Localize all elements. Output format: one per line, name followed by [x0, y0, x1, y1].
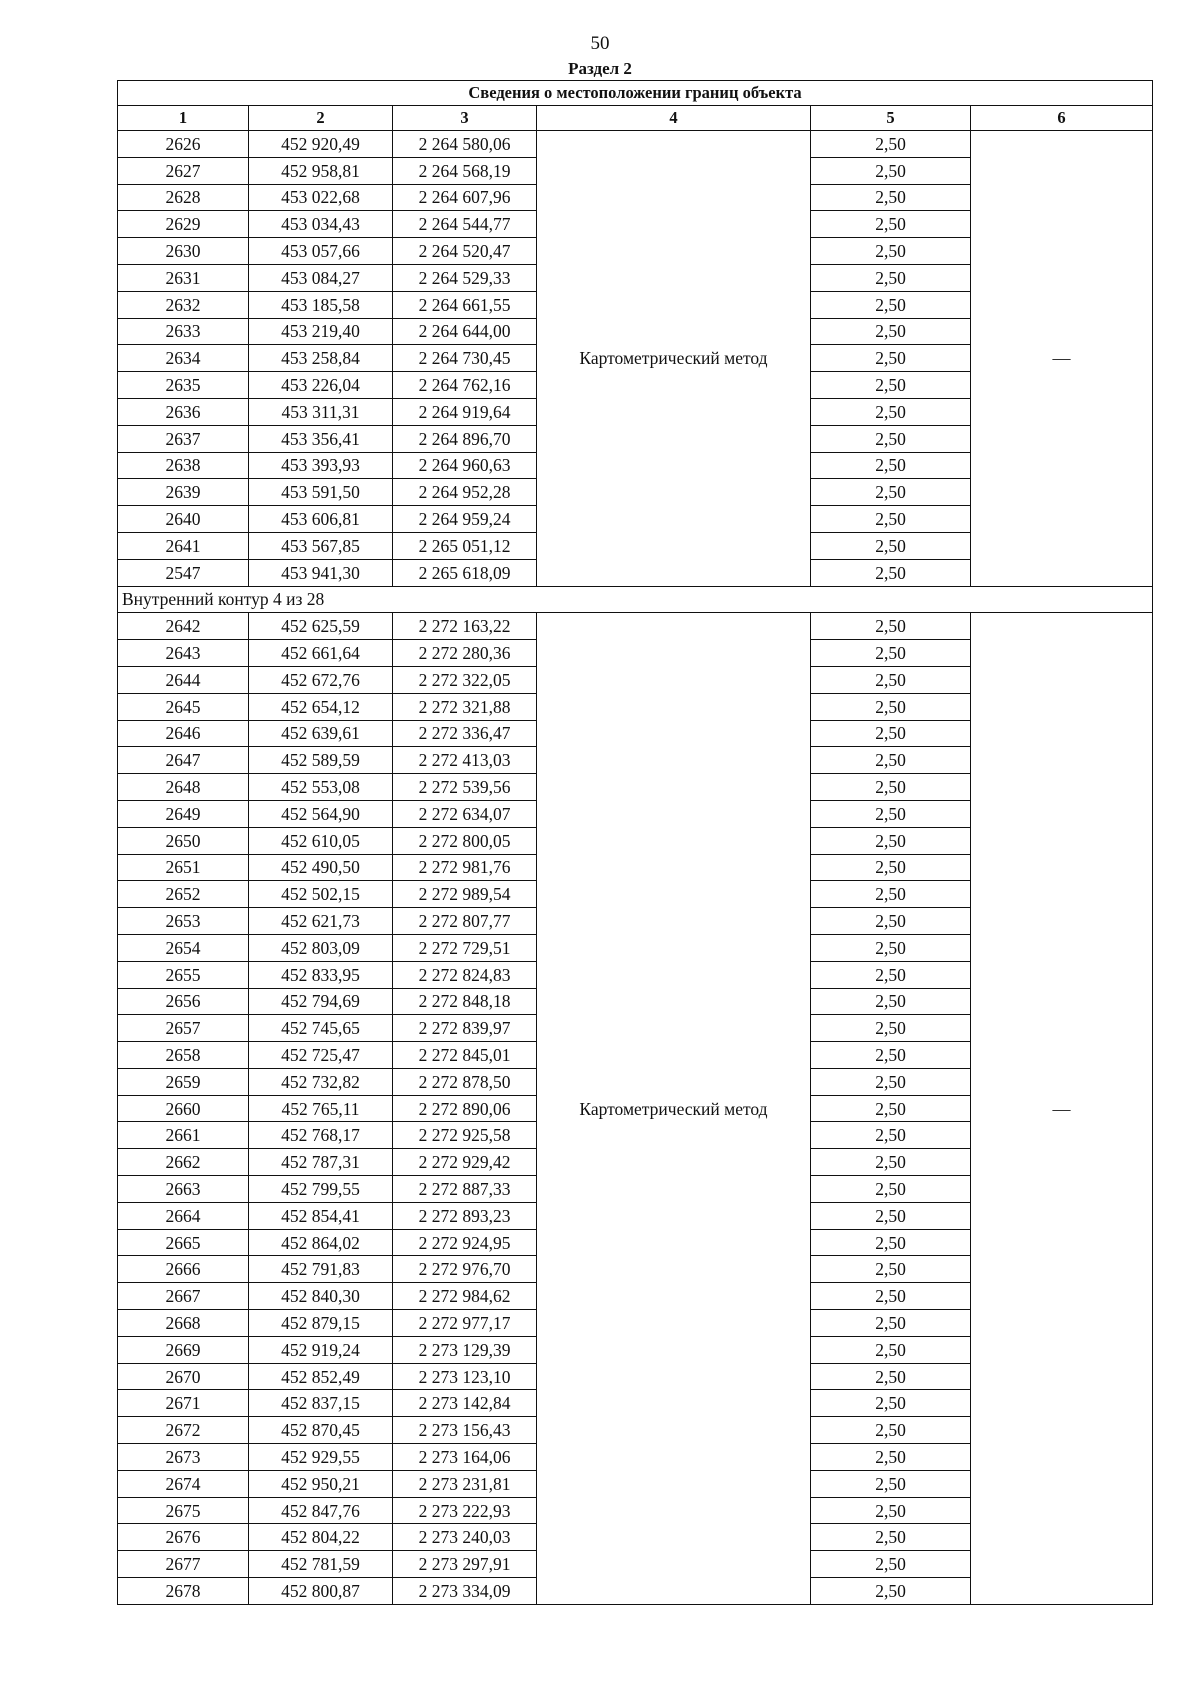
coordinate-x: 452 803,09	[249, 934, 393, 961]
accuracy-value: 2,50	[811, 693, 971, 720]
point-number: 2636	[118, 398, 249, 425]
coordinate-y: 2 272 839,97	[393, 1015, 537, 1042]
point-number: 2626	[118, 131, 249, 158]
coordinate-x: 452 787,31	[249, 1149, 393, 1176]
point-number: 2647	[118, 747, 249, 774]
coordinate-y: 2 264 607,96	[393, 184, 537, 211]
page-number: 50	[590, 33, 610, 54]
accuracy-value: 2,50	[811, 291, 971, 318]
coordinate-y: 2 272 989,54	[393, 881, 537, 908]
coordinate-x: 453 356,41	[249, 425, 393, 452]
coordinate-x: 452 929,55	[249, 1444, 393, 1471]
accuracy-value: 2,50	[811, 1122, 971, 1149]
coordinate-y: 2 273 222,93	[393, 1497, 537, 1524]
point-number: 2670	[118, 1363, 249, 1390]
accuracy-value: 2,50	[811, 1015, 971, 1042]
coordinate-y: 2 272 634,07	[393, 800, 537, 827]
accuracy-value: 2,50	[811, 1524, 971, 1551]
accuracy-value: 2,50	[811, 1470, 971, 1497]
point-number: 2649	[118, 800, 249, 827]
coordinate-y: 2 264 520,47	[393, 238, 537, 265]
point-number: 2642	[118, 613, 249, 640]
coordinate-x: 452 958,81	[249, 157, 393, 184]
coordinate-x: 452 610,05	[249, 827, 393, 854]
coordinate-y: 2 264 959,24	[393, 506, 537, 533]
coordinate-x: 452 502,15	[249, 881, 393, 908]
point-number: 2666	[118, 1256, 249, 1283]
coordinate-y: 2 265 051,12	[393, 532, 537, 559]
accuracy-value: 2,50	[811, 1390, 971, 1417]
coordinate-x: 452 490,50	[249, 854, 393, 881]
coordinate-x: 452 589,59	[249, 747, 393, 774]
coordinate-y: 2 272 807,77	[393, 908, 537, 935]
coordinate-x: 452 745,65	[249, 1015, 393, 1042]
point-number: 2653	[118, 908, 249, 935]
point-number: 2656	[118, 988, 249, 1015]
accuracy-value: 2,50	[811, 559, 971, 586]
accuracy-value: 2,50	[811, 425, 971, 452]
coordinate-y: 2 264 544,77	[393, 211, 537, 238]
table-row	[118, 613, 1153, 640]
point-number: 2654	[118, 934, 249, 961]
accuracy-value: 2,50	[811, 1283, 971, 1310]
coordinate-x: 452 854,41	[249, 1202, 393, 1229]
accuracy-value: 2,50	[811, 1176, 971, 1203]
coordinate-y: 2 272 280,36	[393, 640, 537, 667]
coordinate-y: 2 272 977,17	[393, 1310, 537, 1337]
accuracy-value: 2,50	[811, 345, 971, 372]
column-number: 6	[971, 106, 1153, 131]
coordinate-x: 452 639,61	[249, 720, 393, 747]
accuracy-value: 2,50	[811, 1068, 971, 1095]
coordinate-y: 2 264 580,06	[393, 131, 537, 158]
section-title: Раздел 2	[568, 59, 632, 78]
coordinate-y: 2 272 729,51	[393, 934, 537, 961]
coordinate-x: 452 768,17	[249, 1122, 393, 1149]
coordinate-x: 453 226,04	[249, 372, 393, 399]
coordinate-y: 2 272 976,70	[393, 1256, 537, 1283]
accuracy-value: 2,50	[811, 238, 971, 265]
accuracy-value: 2,50	[811, 800, 971, 827]
contour-heading: Внутренний контур 4 из 28	[118, 586, 1153, 613]
accuracy-value: 2,50	[811, 372, 971, 399]
point-number: 2669	[118, 1336, 249, 1363]
table-caption: Сведения о местоположении границ объекта	[118, 81, 1153, 106]
boundary-coordinates-table	[117, 80, 1153, 1605]
coordinate-y: 2 264 919,64	[393, 398, 537, 425]
accuracy-value: 2,50	[811, 211, 971, 238]
coordinate-y: 2 272 413,03	[393, 747, 537, 774]
coordinate-x: 452 725,47	[249, 1042, 393, 1069]
coordinate-y: 2 272 800,05	[393, 827, 537, 854]
coordinate-x: 452 732,82	[249, 1068, 393, 1095]
point-number: 2628	[118, 184, 249, 211]
accuracy-value: 2,50	[811, 1202, 971, 1229]
coordinate-y: 2 272 848,18	[393, 988, 537, 1015]
coordinate-y: 2 264 896,70	[393, 425, 537, 452]
point-number: 2640	[118, 506, 249, 533]
coordinate-x: 452 553,08	[249, 774, 393, 801]
point-number: 2658	[118, 1042, 249, 1069]
coordinate-y: 2 264 661,55	[393, 291, 537, 318]
coordinate-x: 452 920,49	[249, 131, 393, 158]
point-number: 2657	[118, 1015, 249, 1042]
coordinate-x: 452 654,12	[249, 693, 393, 720]
point-number: 2678	[118, 1578, 249, 1605]
coordinate-y: 2 272 887,33	[393, 1176, 537, 1203]
coordinate-x: 452 781,59	[249, 1551, 393, 1578]
coordinate-x: 453 034,43	[249, 211, 393, 238]
accuracy-value: 2,50	[811, 1578, 971, 1605]
coordinate-y: 2 272 878,50	[393, 1068, 537, 1095]
coordinate-y: 2 272 539,56	[393, 774, 537, 801]
coordinate-y: 2 272 893,23	[393, 1202, 537, 1229]
coordinate-x: 452 625,59	[249, 613, 393, 640]
point-number: 2662	[118, 1149, 249, 1176]
coordinate-x: 452 837,15	[249, 1390, 393, 1417]
point-number: 2648	[118, 774, 249, 801]
coordinate-x: 453 567,85	[249, 532, 393, 559]
accuracy-value: 2,50	[811, 854, 971, 881]
table-caption-row	[118, 81, 1153, 106]
coordinate-x: 453 941,30	[249, 559, 393, 586]
accuracy-value: 2,50	[811, 1417, 971, 1444]
coordinate-y: 2 264 568,19	[393, 157, 537, 184]
point-number: 2634	[118, 345, 249, 372]
point-number: 2639	[118, 479, 249, 506]
coordinate-x: 452 765,11	[249, 1095, 393, 1122]
coordinate-y: 2 264 529,33	[393, 264, 537, 291]
coordinate-y: 2 272 824,83	[393, 961, 537, 988]
point-number: 2674	[118, 1470, 249, 1497]
point-number: 2652	[118, 881, 249, 908]
point-number: 2547	[118, 559, 249, 586]
column-number: 2	[249, 106, 393, 131]
accuracy-value: 2,50	[811, 1042, 971, 1069]
accuracy-value: 2,50	[811, 988, 971, 1015]
coordinate-y: 2 272 336,47	[393, 720, 537, 747]
description-dash: —	[971, 613, 1153, 1604]
coordinate-y: 2 264 952,28	[393, 479, 537, 506]
point-number: 2671	[118, 1390, 249, 1417]
coordinate-x: 453 022,68	[249, 184, 393, 211]
coordinate-x: 452 621,73	[249, 908, 393, 935]
accuracy-value: 2,50	[811, 184, 971, 211]
coordinate-y: 2 273 334,09	[393, 1578, 537, 1605]
coordinate-x: 452 661,64	[249, 640, 393, 667]
coordinate-x: 452 833,95	[249, 961, 393, 988]
accuracy-value: 2,50	[811, 666, 971, 693]
accuracy-value: 2,50	[811, 827, 971, 854]
accuracy-value: 2,50	[811, 774, 971, 801]
point-number: 2672	[118, 1417, 249, 1444]
contour-heading-row	[118, 586, 1153, 613]
determination-method: Картометрический метод	[537, 613, 811, 1604]
accuracy-value: 2,50	[811, 157, 971, 184]
coordinate-x: 452 791,83	[249, 1256, 393, 1283]
coordinate-x: 453 393,93	[249, 452, 393, 479]
point-number: 2650	[118, 827, 249, 854]
coordinate-x: 452 847,76	[249, 1497, 393, 1524]
point-number: 2660	[118, 1095, 249, 1122]
point-number: 2627	[118, 157, 249, 184]
accuracy-value: 2,50	[811, 1497, 971, 1524]
coordinate-y: 2 273 231,81	[393, 1470, 537, 1497]
column-number: 4	[537, 106, 811, 131]
accuracy-value: 2,50	[811, 452, 971, 479]
column-number: 1	[118, 106, 249, 131]
accuracy-value: 2,50	[811, 479, 971, 506]
point-number: 2668	[118, 1310, 249, 1337]
coordinate-x: 453 084,27	[249, 264, 393, 291]
point-number: 2675	[118, 1497, 249, 1524]
accuracy-value: 2,50	[811, 747, 971, 774]
coordinate-y: 2 273 129,39	[393, 1336, 537, 1363]
coordinate-x: 453 057,66	[249, 238, 393, 265]
coordinate-y: 2 272 845,01	[393, 1042, 537, 1069]
coordinate-y: 2 273 123,10	[393, 1363, 537, 1390]
point-number: 2632	[118, 291, 249, 318]
point-number: 2643	[118, 640, 249, 667]
coordinate-y: 2 272 981,76	[393, 854, 537, 881]
coordinate-y: 2 272 321,88	[393, 693, 537, 720]
coordinate-y: 2 265 618,09	[393, 559, 537, 586]
accuracy-value: 2,50	[811, 1444, 971, 1471]
coordinate-x: 452 864,02	[249, 1229, 393, 1256]
coordinate-y: 2 264 960,63	[393, 452, 537, 479]
coordinate-x: 453 311,31	[249, 398, 393, 425]
coordinate-y: 2 272 924,95	[393, 1229, 537, 1256]
coordinate-x: 452 799,55	[249, 1176, 393, 1203]
coordinate-y: 2 272 322,05	[393, 666, 537, 693]
point-number: 2664	[118, 1202, 249, 1229]
description-dash: —	[971, 131, 1153, 587]
accuracy-value: 2,50	[811, 908, 971, 935]
coordinate-y: 2 264 762,16	[393, 372, 537, 399]
accuracy-value: 2,50	[811, 264, 971, 291]
accuracy-value: 2,50	[811, 131, 971, 158]
point-number: 2677	[118, 1551, 249, 1578]
accuracy-value: 2,50	[811, 934, 971, 961]
coordinate-x: 452 870,45	[249, 1417, 393, 1444]
coordinate-y: 2 272 890,06	[393, 1095, 537, 1122]
point-number: 2646	[118, 720, 249, 747]
coordinate-x: 452 879,15	[249, 1310, 393, 1337]
coordinate-x: 453 219,40	[249, 318, 393, 345]
coordinate-x: 452 800,87	[249, 1578, 393, 1605]
accuracy-value: 2,50	[811, 1149, 971, 1176]
coordinate-x: 452 840,30	[249, 1283, 393, 1310]
accuracy-value: 2,50	[811, 506, 971, 533]
coordinate-x: 452 950,21	[249, 1470, 393, 1497]
coordinate-y: 2 272 984,62	[393, 1283, 537, 1310]
coordinate-x: 452 794,69	[249, 988, 393, 1015]
accuracy-value: 2,50	[811, 1256, 971, 1283]
point-number: 2673	[118, 1444, 249, 1471]
point-number: 2638	[118, 452, 249, 479]
accuracy-value: 2,50	[811, 1095, 971, 1122]
coordinate-x: 453 185,58	[249, 291, 393, 318]
coordinate-y: 2 273 297,91	[393, 1551, 537, 1578]
accuracy-value: 2,50	[811, 532, 971, 559]
column-number-row	[118, 106, 1153, 131]
coordinate-x: 452 852,49	[249, 1363, 393, 1390]
point-number: 2659	[118, 1068, 249, 1095]
coordinate-y: 2 272 925,58	[393, 1122, 537, 1149]
column-number: 3	[393, 106, 537, 131]
point-number: 2641	[118, 532, 249, 559]
coordinate-y: 2 273 156,43	[393, 1417, 537, 1444]
accuracy-value: 2,50	[811, 961, 971, 988]
coordinate-y: 2 272 929,42	[393, 1149, 537, 1176]
coordinate-y: 2 272 163,22	[393, 613, 537, 640]
point-number: 2661	[118, 1122, 249, 1149]
accuracy-value: 2,50	[811, 1310, 971, 1337]
point-number: 2655	[118, 961, 249, 988]
coordinate-y: 2 264 730,45	[393, 345, 537, 372]
coordinate-y: 2 273 240,03	[393, 1524, 537, 1551]
point-number: 2644	[118, 666, 249, 693]
accuracy-value: 2,50	[811, 881, 971, 908]
point-number: 2667	[118, 1283, 249, 1310]
coordinate-y: 2 273 164,06	[393, 1444, 537, 1471]
accuracy-value: 2,50	[811, 720, 971, 747]
column-number: 5	[811, 106, 971, 131]
coordinate-x: 453 606,81	[249, 506, 393, 533]
accuracy-value: 2,50	[811, 1551, 971, 1578]
table-row	[118, 131, 1153, 158]
point-number: 2645	[118, 693, 249, 720]
accuracy-value: 2,50	[811, 1363, 971, 1390]
table-body	[118, 131, 1153, 1605]
point-number: 2665	[118, 1229, 249, 1256]
accuracy-value: 2,50	[811, 1336, 971, 1363]
accuracy-value: 2,50	[811, 318, 971, 345]
coordinate-x: 452 564,90	[249, 800, 393, 827]
point-number: 2651	[118, 854, 249, 881]
coordinate-x: 453 258,84	[249, 345, 393, 372]
point-number: 2663	[118, 1176, 249, 1203]
point-number: 2629	[118, 211, 249, 238]
point-number: 2630	[118, 238, 249, 265]
point-number: 2635	[118, 372, 249, 399]
coordinate-x: 452 672,76	[249, 666, 393, 693]
accuracy-value: 2,50	[811, 613, 971, 640]
point-number: 2633	[118, 318, 249, 345]
coordinate-y: 2 273 142,84	[393, 1390, 537, 1417]
point-number: 2631	[118, 264, 249, 291]
determination-method: Картометрический метод	[537, 131, 811, 587]
accuracy-value: 2,50	[811, 398, 971, 425]
accuracy-value: 2,50	[811, 1229, 971, 1256]
accuracy-value: 2,50	[811, 640, 971, 667]
point-number: 2676	[118, 1524, 249, 1551]
point-number: 2637	[118, 425, 249, 452]
coordinate-x: 453 591,50	[249, 479, 393, 506]
coordinate-y: 2 264 644,00	[393, 318, 537, 345]
coordinate-x: 452 804,22	[249, 1524, 393, 1551]
coordinate-x: 452 919,24	[249, 1336, 393, 1363]
